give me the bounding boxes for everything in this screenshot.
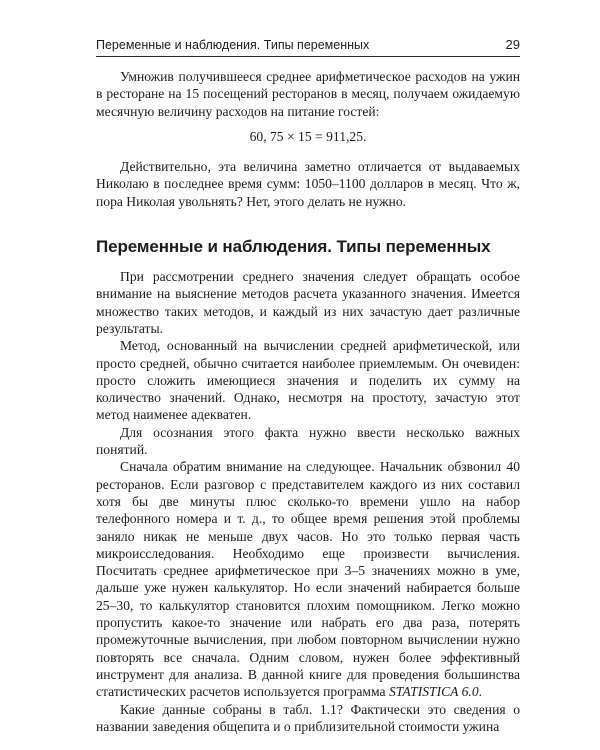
section-paragraph-3: Для осознания этого факта нужно ввести несколько важных понятий. (96, 424, 520, 458)
paragraph-4-text: Сначала обратим внимание на следующее. Начальник обзвонил 40 ресторанов. Если разговор с представителем каждого из них составил хотя бы две минуты плюс сколько-то времени ушло на набор телефонного номера и т. д., то общее время решения этой проблемы заняло никак не меньше двух часов. Но это только первая часть микроисследования. Необходимо еще произвести вычисления. Посчитать среднее арифметическое при 3–5 значениях можно в уме, дальше уже нужен калькулятор. Но если значений набирается больше 25–30, то калькулятор становится плохим помощником. Легко можно пропустить какое-то значение или набрать его два раза, потерять промежуточные вычисления, при любом повторном вычислении нужно повторять все сначала. Одним словом, нужен более эффективный инструмент для анализа. В данной книге для проведения большинства статистических расчетов используется программа (96, 459, 520, 700)
body-text (96, 68, 520, 735)
section-paragraph-4 (96, 458, 520, 700)
intro-paragraph-2: Действительно, эта величина заметно отличается от выдаваемых Николаю в последнее время сумм: 1050–1100 долларов в месяц. Что ж, пора Николая увольнять? Нет, этого делать не нужно. (96, 159, 520, 209)
section-paragraph-1: При рассмотрении среднего значения следует обращать особое внимание на выяснение методов расчета указанного значения. Имеется множество таких методов, и каждый из них зачастую дает различные результаты. (96, 269, 520, 336)
section-paragraph-5: Какие данные собраны в табл. 1.1? Фактически это сведения о названии заведения общепита и о приблизительной стоимости ужина (96, 701, 520, 734)
section-heading: Переменные и наблюдения. Типы переменных (96, 237, 491, 257)
intro-paragraph-1: Умножив получившееся среднее арифметическое расходов на ужин в ресторане на 15 посещений ресторанов в месяц, получаем ожидаемую месячную величину расходов на питание гостей: (96, 69, 520, 119)
paragraph-4-end: . (478, 684, 483, 700)
program-name: STATISTICA 6.0 (388, 684, 479, 700)
formula: 60, 75 × 15 = 911,25. (249, 128, 367, 144)
running-title: Переменные и наблюдения. Типы переменных (96, 38, 370, 52)
running-header (96, 36, 520, 57)
page-number: 29 (505, 37, 520, 52)
section-paragraph-2: Метод, основанный на вычислении средней арифметической, или просто средней, обычно считается наиболее приемлемым. Он очевиден: просто сложить имеющиеся значения и поделить их сумму на количество значений. Однако, несмотря на простоту, зачастую этот метод наименее адекватен. (96, 338, 520, 423)
